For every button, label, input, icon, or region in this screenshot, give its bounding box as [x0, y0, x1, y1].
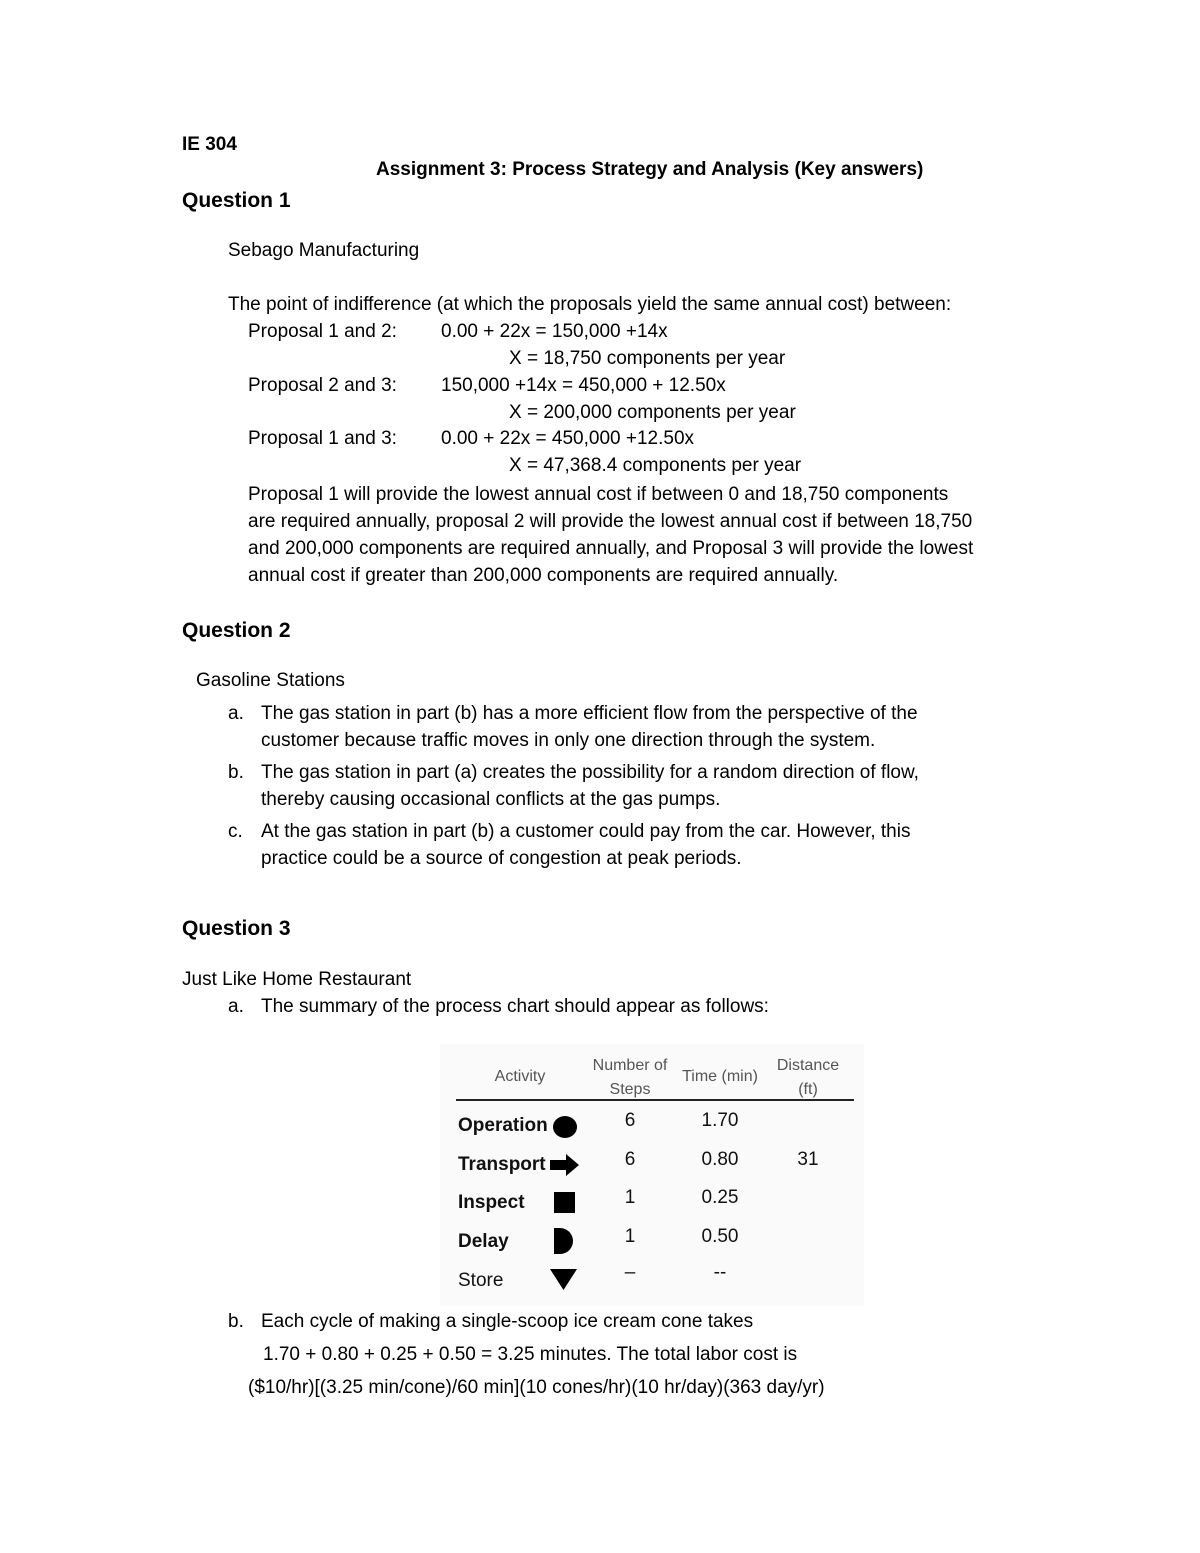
col-header-activity: Activity [494, 1068, 546, 1085]
col-header-distance-line1: Distance [776, 1057, 840, 1074]
q1-row-equation: 150,000 +14x = 450,000 + 12.50x [441, 375, 726, 396]
steps-value: 6 [624, 1110, 636, 1131]
col-header-time: Time (min) [682, 1068, 758, 1085]
col-header-distance-line2: (ft) [798, 1081, 818, 1098]
q1-row-result: X = 200,000 components per year [509, 402, 796, 423]
q2-item-c-line: At the gas station in part (b) a customer could pay from the car. However, this [261, 821, 911, 842]
list-marker: a. [228, 703, 244, 724]
square-icon [554, 1192, 576, 1214]
q1-row-result: X = 18,750 components per year [509, 348, 786, 369]
time-value: -- [713, 1262, 727, 1283]
col-header-steps-line1: Number of [592, 1057, 668, 1074]
steps-value: 1 [624, 1187, 636, 1208]
list-marker: c. [228, 821, 243, 842]
q1-conclusion-line: Proposal 1 will provide the lowest annual cost if between 0 and 18,750 components [248, 484, 949, 505]
q2-item-b-line: The gas station in part (a) creates the possibility for a random direction of flow, [261, 762, 919, 783]
list-marker: a. [228, 996, 244, 1017]
steps-value: 6 [624, 1149, 636, 1170]
q2-subject: Gasoline Stations [196, 670, 345, 691]
q3-item-b-line: ($10/hr)[(3.25 min/cone)/60 min](10 cones/hr)(10 hr/day)(363 day/yr) [248, 1377, 825, 1398]
circle-icon [552, 1115, 578, 1139]
q3-item-a-text: The summary of the process chart should appear as follows: [261, 996, 769, 1017]
list-marker: b. [228, 762, 244, 783]
q1-heading: Question 1 [182, 189, 291, 212]
q3-item-b-line: Each cycle of making a single-scoop ice cream cone takes [261, 1311, 754, 1332]
list-marker: b. [228, 1311, 244, 1332]
time-value: 0.80 [701, 1149, 739, 1170]
q3-heading: Question 3 [182, 917, 291, 940]
q2-item-c-line: practice could be a source of congestion at peak periods. [261, 848, 742, 869]
time-value: 0.25 [701, 1187, 739, 1208]
d-shape-icon [554, 1228, 574, 1254]
q3-subject: Just Like Home Restaurant [182, 969, 412, 990]
q2-item-a-line: The gas station in part (b) has a more efficient flow from the perspective of the [261, 703, 918, 724]
activity-label: Inspect [458, 1192, 525, 1213]
process-chart-table [440, 1044, 864, 1306]
steps-value: – [624, 1262, 636, 1283]
q1-intro: The point of indifference (at which the proposals yield the same annual cost) between: [228, 294, 952, 315]
q1-row-label: Proposal 1 and 3: [248, 428, 397, 449]
header-rule [456, 1099, 854, 1101]
q1-conclusion-line: are required annually, proposal 2 will provide the lowest annual cost if between 18,750 [248, 511, 973, 532]
time-value: 1.70 [701, 1110, 739, 1131]
q1-subject: Sebago Manufacturing [228, 240, 420, 261]
q2-heading: Question 2 [182, 619, 291, 642]
activity-label: Transport [458, 1154, 546, 1175]
course-code: IE 304 [182, 134, 237, 155]
activity-label: Delay [458, 1231, 509, 1252]
q1-row-label: Proposal 2 and 3: [248, 375, 397, 396]
distance-value: 31 [797, 1149, 819, 1170]
q3-item-b-line: 1.70 + 0.80 + 0.25 + 0.50 = 3.25 minutes. The total labor cost is [263, 1344, 798, 1365]
q1-row-label: Proposal 1 and 2: [248, 321, 397, 342]
q1-conclusion-line: annual cost if greater than 200,000 components are required annually. [248, 565, 839, 586]
q1-row-equation: 0.00 + 22x = 450,000 +12.50x [441, 428, 695, 449]
q1-row-result: X = 47,368.4 components per year [509, 455, 802, 476]
activity-label: Store [458, 1270, 504, 1291]
activity-label: Operation [458, 1115, 548, 1136]
assignment-title: Assignment 3: Process Strategy and Analysis (Key answers) [376, 159, 924, 180]
steps-value: 1 [624, 1226, 636, 1247]
q1-conclusion-line: and 200,000 components are required annually, and Proposal 3 will provide the lowest [248, 538, 974, 559]
triangle-down-icon [550, 1269, 578, 1291]
q1-row-equation: 0.00 + 22x = 150,000 +14x [441, 321, 668, 342]
q2-item-b-line: thereby causing occasional conflicts at the gas pumps. [261, 789, 721, 810]
col-header-steps-line2: Steps [609, 1081, 651, 1098]
time-value: 0.50 [701, 1226, 739, 1247]
q2-item-a-line: customer because traffic moves in only one direction through the system. [261, 730, 876, 751]
arrow-right-icon [550, 1154, 580, 1176]
